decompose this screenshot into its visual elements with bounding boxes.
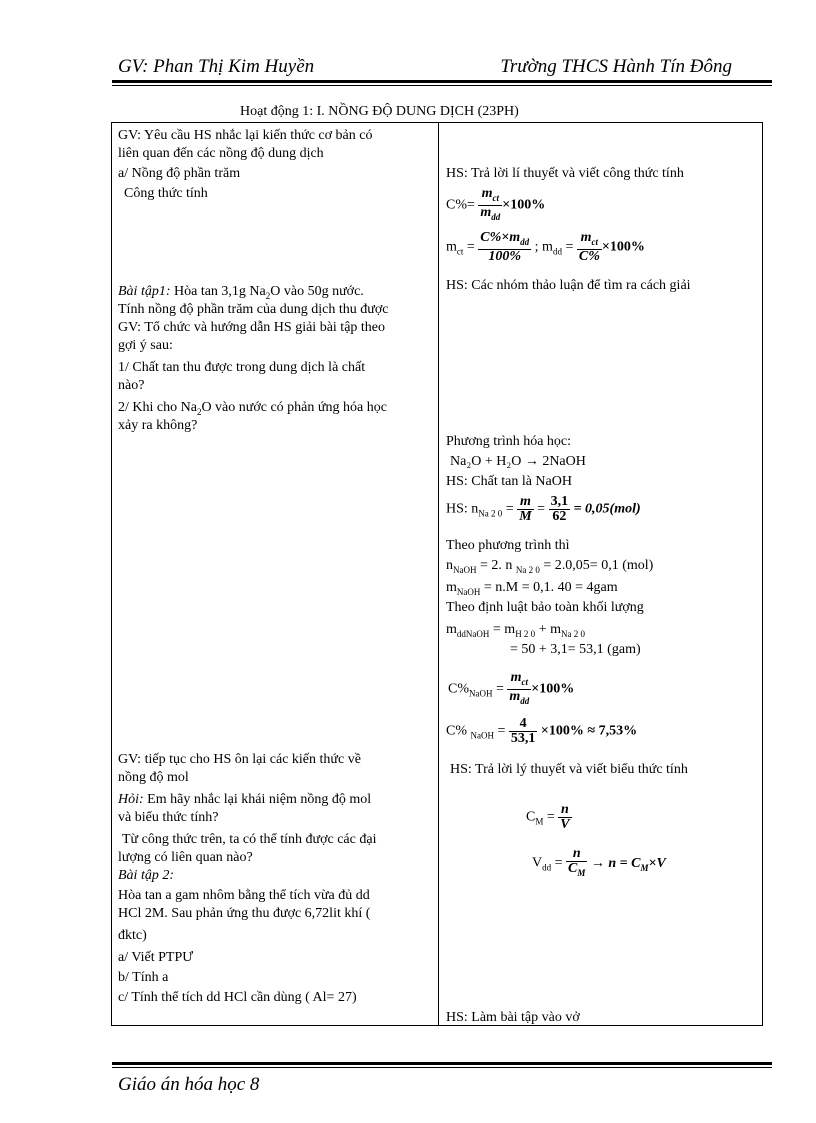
fraction: $\frac{C\%\times m_{dd}}{100\%}$: [480, 230, 530, 264]
column-divider: [438, 123, 439, 1025]
formula-mct-mdd: $m_{ct}$ = $\frac{C\%\times m_{dd}}{100\%}$ ; $m_{dd}$ = $\frac{m_{ct}}{C\%}$ ×100%: [446, 230, 645, 264]
left-line: GV: Yêu cầu HS nhắc lại kiến thức cơ bản có: [118, 128, 373, 143]
right-line: Theo định luật bảo toàn khối lượng: [446, 600, 644, 615]
left-line: c/ Tính thể tích dd HCl cần dùng ( Al= 27): [118, 990, 357, 1005]
fraction: $\frac{n}{C_M}$: [568, 846, 586, 878]
activity-title: Hoạt động 1: I. NỒNG ĐỘ DUNG DỊCH (23PH): [240, 104, 519, 119]
exercise-2-label: Bài tập 2:: [118, 868, 174, 883]
right-line: $m_{NaOH} = n.M = 0,1$. 40 = 4gam: [446, 580, 618, 597]
page-header: [118, 52, 758, 82]
left-line: và biểu thức tính?: [118, 810, 219, 825]
left-line: nào?: [118, 378, 145, 393]
left-line: a/ Viết PTPƯ: [118, 950, 194, 965]
footer-title: Giáo án hóa học 8: [118, 1074, 260, 1095]
formula-cm: $C_M$ = $\frac{n}{V}$: [526, 802, 570, 832]
teacher-name: GV: Phan Thị Kim Huyền: [118, 56, 315, 77]
left-line: HCl 2M. Sau phản ứng thu được 6,72lit khí (: [118, 906, 371, 921]
fraction: $\frac{m_{ct}}{m_{dd}}$: [480, 186, 501, 222]
left-line: 2/ Khi cho $Na_2O$ vào nước có phản ứng hóa học: [118, 400, 387, 417]
left-line: GV: Tổ chức và hướng dẫn HS giải bài tập theo: [118, 320, 386, 335]
exercise-1-label: Bài tập1:: [118, 284, 171, 299]
right-line: HS: Trả lời lý thuyết và viết biểu thức tính: [450, 762, 688, 777]
right-line: HS: Các nhóm thảo luận để tìm ra cách giải: [446, 278, 691, 293]
left-line: Tính nồng độ phần trăm của dung dịch thu được: [118, 302, 389, 317]
left-line: nồng độ mol: [118, 770, 189, 785]
formula-cpercent-naoh: $C\%_{NaOH}$ = $\frac{m_{ct}}{m_{dd}}$ ×100%: [448, 670, 575, 706]
left-line: xảy ra không?: [118, 418, 198, 433]
left-line: Hòa tan a gam nhôm bằng thể tích vừa đủ dd: [118, 888, 370, 903]
left-line: Từ công thức trên, ta có thể tính được các đại: [122, 832, 377, 847]
formula-mol: HS: $n_{Na 2 0}$ = $\frac{m}{M}$ = $\frac{3,1}{62}$ = 0,05(mol): [446, 494, 641, 524]
left-line: liên quan đến các nồng độ dung dịch: [118, 146, 324, 161]
footer-rule: [112, 1062, 772, 1068]
fraction: $\frac{m}{M}$: [519, 494, 532, 524]
left-line: b/ Tính a: [118, 970, 169, 985]
left-line: Công thức tính: [124, 186, 208, 201]
fraction: $\frac{n}{V}$: [560, 802, 570, 832]
left-line: GV: tiếp tục cho HS ôn lại các kiến thức về: [118, 752, 361, 767]
lesson-table: [111, 122, 763, 1026]
question-label: Hỏi:: [118, 792, 144, 807]
left-line: đktc): [118, 928, 147, 943]
right-line: Phương trình hóa học:: [446, 434, 572, 449]
fraction: $\frac{4}{53,1}$: [510, 716, 536, 746]
right-line: HS: Làm bài tập vào vở: [446, 1010, 580, 1025]
fraction: $\frac{m_{ct}}{C\%}$: [578, 230, 600, 264]
left-line: a/ Nồng độ phần trăm: [118, 166, 241, 181]
formula-cpercent: C%= $\frac{m_{ct}}{m_{dd}}$ ×100%: [446, 186, 546, 222]
reaction-equation: Na₂O + H₂O → 2NaOH: [450, 454, 586, 469]
formula-vdd: $V_{dd}$ = $\frac{n}{C_M}$ → $n = C_M\times V$: [532, 846, 666, 878]
right-line: HS: Chất tan là NaOH: [446, 474, 572, 489]
exercise-1: Bài tập1: Hòa tan 3,1g $Na_2O$ vào 50g nước.: [118, 284, 364, 301]
right-line: HS: Trả lời lí thuyết và viết công thức tính: [446, 166, 684, 181]
right-line: $n_{NaOH} = 2$. n $_{Na 2 0}$ = 2.0,05= 0,1 (mol): [446, 558, 654, 575]
formula-result: C% $_{NaOH}$ = $\frac{4}{53,1}$ ×100% ≈ 7,53%: [446, 716, 638, 746]
header-rule: [112, 80, 772, 86]
left-line: lượng có liên quan nào?: [118, 850, 253, 865]
right-line: $m_{ddNaOH} = m_{H 2 0} + m_{Na 2 0}$: [446, 622, 585, 639]
fraction: $\frac{m_{ct}}{m_{dd}}$: [509, 670, 530, 706]
right-line: = 50 + 3,1= 53,1 (gam): [510, 642, 641, 657]
school-name: Trường THCS Hành Tín Đông: [500, 56, 732, 77]
fraction: $\frac{3,1}{62}$: [550, 494, 569, 524]
left-line: 1/ Chất tan thu được trong dung dịch là chất: [118, 360, 366, 375]
right-line: Theo phương trình thì: [446, 538, 570, 553]
question: Hỏi: Em hãy nhắc lại khái niệm nồng độ mol: [118, 792, 372, 807]
left-line: gợi ý sau:: [118, 338, 173, 353]
